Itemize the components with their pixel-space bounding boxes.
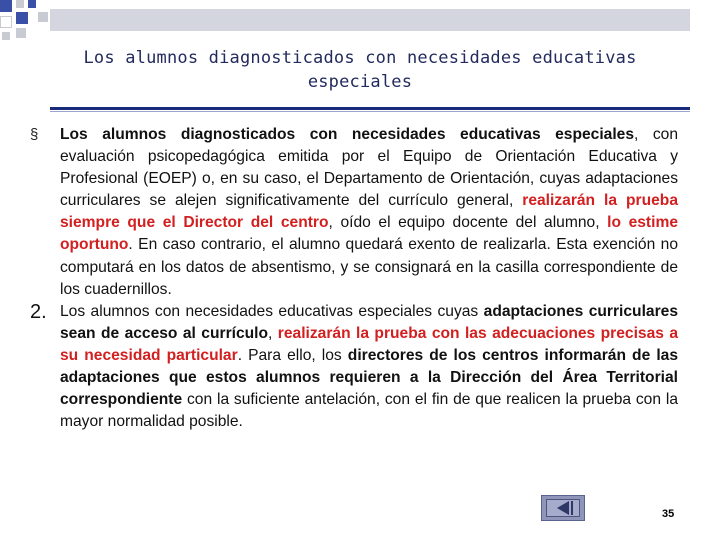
- corner-square: [0, 0, 12, 12]
- corner-square: [16, 28, 26, 38]
- highlight-segment: realizarán la prueba siempre que el Director del centro: [60, 192, 678, 232]
- text-segment: Los alumnos diagnosticados con necesidades educativas especiales: [60, 126, 635, 143]
- corner-square: [0, 16, 12, 28]
- corner-square: [2, 32, 10, 40]
- text-segment: , con evaluación psicopedagógica emitida por el Equipo de Orientación Educativa y Profesional (EOEP) o, en su caso, el Departamento de Orientación, cuyas adaptaciones curriculares se alejen significativamente del currículo general,: [60, 126, 678, 210]
- title-divider: [50, 107, 690, 110]
- list-number: 2.: [30, 300, 47, 323]
- text-segment: con la suficiente antelación, con el fin de que realicen la prueba con la mayor normalidad posible.: [60, 391, 678, 431]
- page-title: Los alumnos diagnosticados con necesidades educativas especiales: [83, 48, 637, 92]
- list-item: [26, 124, 678, 301]
- back-nav-button[interactable]: [541, 495, 585, 521]
- text-segment: . Para ello, los: [237, 346, 348, 364]
- body-content: [26, 124, 678, 433]
- highlight-segment: lo estime oportuno: [60, 214, 678, 254]
- header-band: [50, 9, 690, 31]
- text-segment: . En caso contrario, el alumno quedará exento de realizarla. Esta exención no computará en los datos de absentismo, y se consignará en la casilla correspondiente de los cuadernillos.: [60, 236, 678, 298]
- back-arrow-icon: [546, 499, 580, 517]
- paragraph-text: [60, 124, 678, 301]
- corner-square: [16, 0, 24, 8]
- text-segment: ,: [268, 324, 278, 342]
- square-bullet-icon: §: [30, 126, 39, 143]
- paragraph-text: [60, 301, 678, 434]
- page-number: 35: [662, 508, 675, 520]
- text-segment: , oído el equipo docente del alumno,: [328, 214, 608, 232]
- text-segment: directores de los centros informarán de las adaptaciones que estos alumnos requieren a la Dirección del Área Territorial correspondiente: [60, 346, 679, 409]
- corner-square: [38, 12, 48, 22]
- highlight-segment: realizarán la prueba con las adecuaciones precisas a su necesidad particular: [60, 324, 679, 364]
- corner-square: [28, 0, 36, 8]
- corner-square: [16, 12, 28, 24]
- list-item: [26, 301, 678, 434]
- title-divider-light: [50, 111, 690, 112]
- text-segment: adaptaciones curriculares sean de acceso al currículo: [60, 302, 678, 342]
- text-segment: Los alumnos con necesidades educativas especiales cuyas: [60, 302, 484, 320]
